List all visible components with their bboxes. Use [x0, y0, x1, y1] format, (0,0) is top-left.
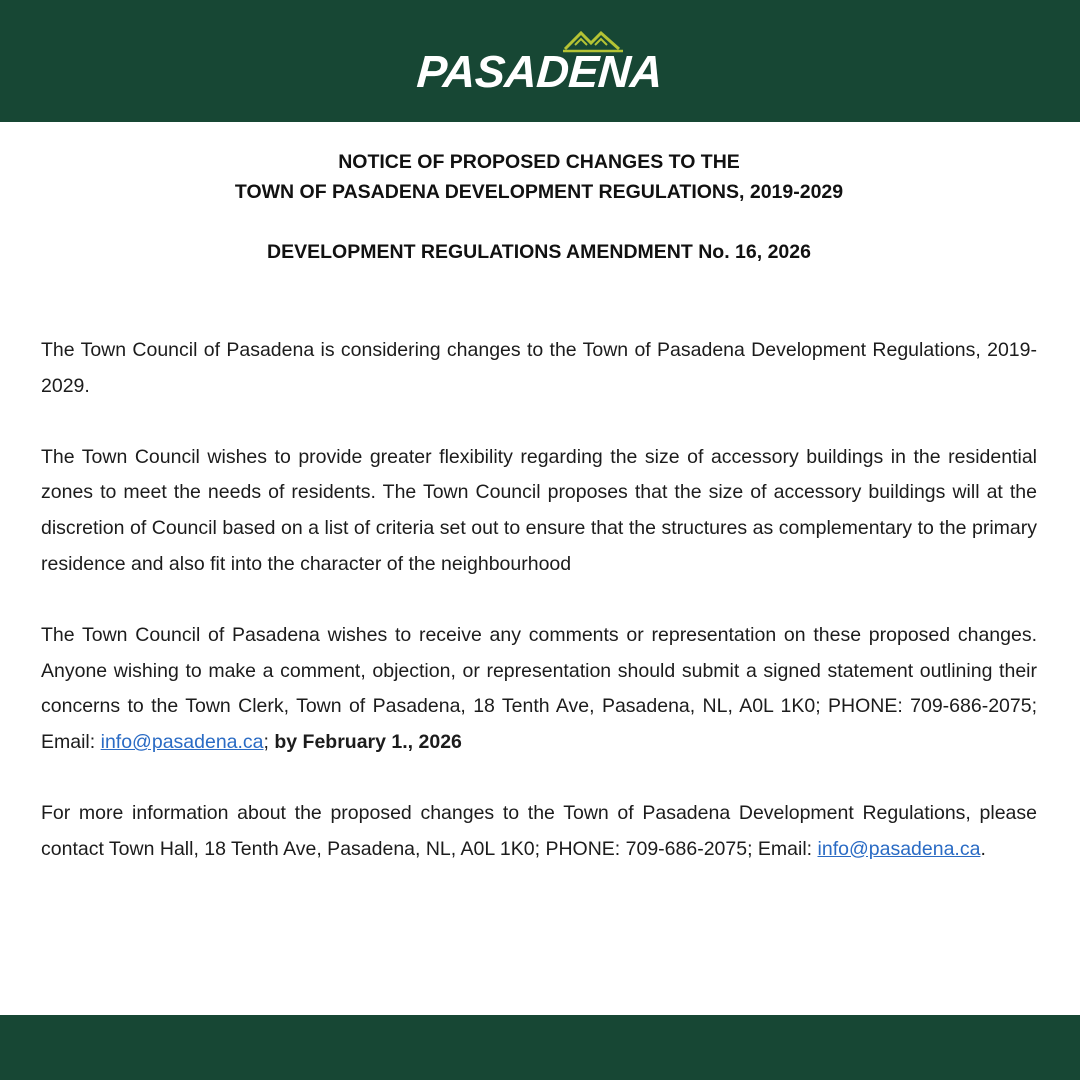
header-bar [0, 0, 1080, 122]
email-link[interactable]: info@pasadena.ca [100, 731, 264, 754]
comments-text: The Town Council of Pasadena wishes to receive any comments or representation on these proposed changes. Anyone wishing to make a comment, objection, or representation should submit a signed statement outlining their concerns to the Town Clerk, Town of Pasadena, 18 Tenth Ave, Pasadena, NL, A0L 1K0; PHONE: 709-686-2075; Email: [41, 623, 1037, 754]
amendment-heading: DEVELOPMENT REGULATIONS AMENDMENT No. 16, 2026 [267, 241, 811, 263]
contact-end: . [980, 837, 986, 860]
paragraph-purpose: The Town Council wishes to provide greater flexibility regarding the size of accessory buildings in the residential zones to meet the needs of residents. The Town Council proposes that the size of accessory buildings will at the discretion of Council based on a list of criteria set out to ensure that the structures as complementary to the primary residence and also fit into the character of the neighbourhood [41, 445, 1037, 575]
paragraph-intro: The Town Council of Pasadena is considering changes to the Town of Pasadena Development Regulations, 2019-2029. [41, 339, 1037, 397]
notice-title-line1: NOTICE OF PROPOSED CHANGES TO THE [338, 151, 740, 173]
contact-text: For more information about the proposed changes to the Town of Pasadena Development Regulations, please contact Town Hall, 18 Tenth Ave, Pasadena, NL, A0L 1K0; PHONE: 709-686-2075; Email: [41, 801, 1037, 860]
footer-bar [0, 1015, 1080, 1080]
notice-title-line2: TOWN OF PASADENA DEVELOPMENT REGULATIONS, 2019-2029 [234, 181, 844, 203]
notice-document [41, 147, 1037, 868]
logo-wordmark: PASADENA [415, 46, 665, 97]
paragraph-contact [41, 796, 1037, 868]
comments-separator: ; [263, 731, 275, 754]
paragraph-comments [41, 618, 1037, 761]
deadline-text: by February 1., 2026 [274, 731, 462, 754]
contact-email-link[interactable]: info@pasadena.ca [817, 837, 981, 860]
notice-title [41, 147, 1037, 207]
pasadena-logo [0, 0, 1080, 122]
